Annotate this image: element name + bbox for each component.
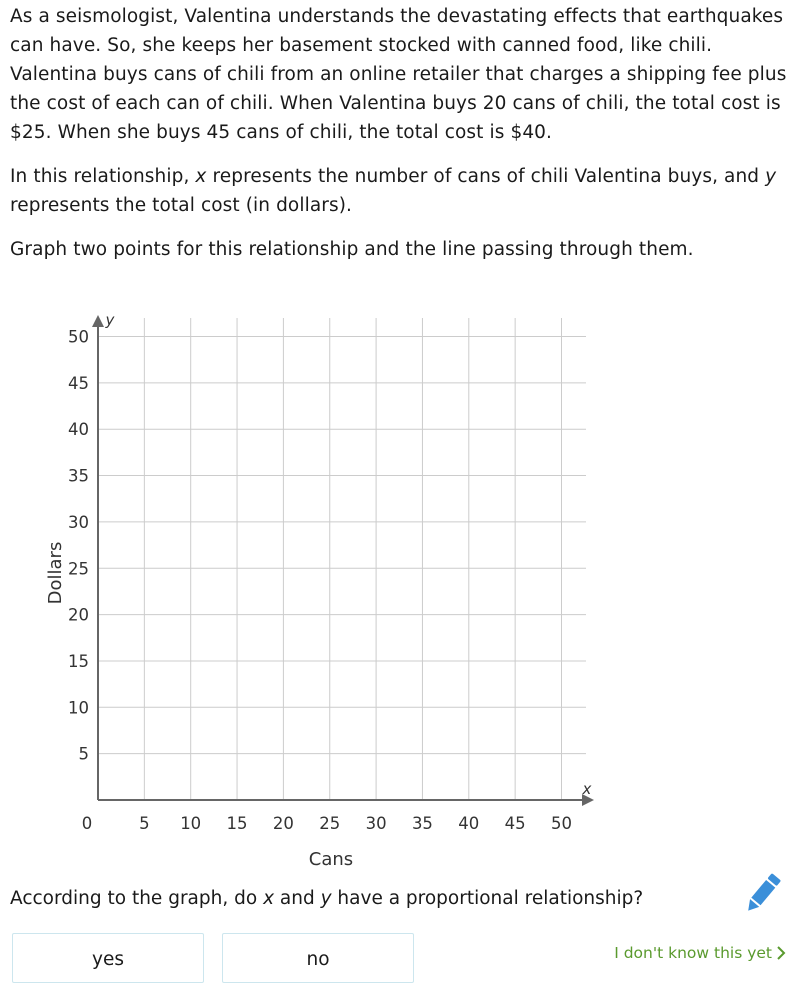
chevron-right-icon	[776, 945, 786, 961]
question-part-1: According to the graph, do	[10, 888, 264, 909]
x-tick-30: 30	[365, 814, 387, 833]
y-tick-45: 45	[68, 373, 89, 393]
instruction: Graph two points for this relationship and the line passing through them.	[10, 239, 694, 260]
y-tick-5: 5	[78, 744, 89, 764]
y-axis-variable: y	[105, 311, 115, 329]
x-tick-10: 10	[180, 814, 202, 833]
x-tick-15: 15	[226, 814, 248, 833]
x-tick-20: 20	[272, 814, 294, 833]
origin-label: 0	[81, 814, 93, 833]
y-tick-30: 30	[68, 512, 89, 532]
x-tick-45: 45	[504, 814, 526, 833]
y-tick-50: 50	[68, 327, 89, 347]
coordinate-graph[interactable]	[0, 305, 620, 875]
question-part-2: and	[274, 888, 321, 909]
x-tick-5: 5	[139, 814, 150, 833]
var-def-part-1: In this relationship,	[10, 166, 196, 187]
var-def-part-3: represents the total cost (in dollars).	[10, 195, 352, 216]
x-tick-50: 50	[551, 814, 572, 833]
problem-text	[10, 2, 795, 264]
question-text	[10, 888, 643, 909]
x-tick-labels	[139, 814, 572, 833]
vertical-grid-lines	[144, 318, 561, 800]
x-axis-variable: x	[582, 780, 592, 798]
x-tick-35: 35	[411, 814, 433, 833]
horizontal-grid-lines	[98, 337, 586, 754]
y-tick-10: 10	[68, 698, 89, 718]
yes-button[interactable]: yes	[12, 933, 204, 983]
y-tick-20: 20	[68, 605, 89, 625]
y-tick-15: 15	[68, 651, 89, 671]
x-tick-40: 40	[458, 814, 480, 833]
no-button[interactable]: no	[222, 933, 414, 983]
question-part-3: have a proportional relationship?	[331, 888, 644, 909]
pencil-icon[interactable]	[738, 868, 788, 922]
x-tick-25: 25	[319, 814, 341, 833]
y-axis-arrow-icon	[92, 315, 104, 327]
variable-definition	[10, 162, 795, 220]
var-y: y	[765, 166, 777, 187]
y-tick-40: 40	[68, 420, 89, 440]
y-tick-25: 25	[68, 559, 89, 579]
x-axis-label: Cans	[308, 849, 354, 870]
y-axis-label: Dollars	[45, 541, 66, 605]
var-x: x	[195, 166, 207, 187]
idk-link[interactable]	[614, 944, 786, 962]
var-def-part-2: represents the number of cans of chili Valentina buys, and	[206, 166, 766, 187]
question-var-y: y	[320, 888, 332, 909]
problem-paragraph: As a seismologist, Valentina understands the devastating effects that earthquakes can have. So, she keeps her basement stocked with canned food, like chili. Valentina buys cans of chili from an online retailer that charges a shipping fee plus the cost of each can of chili. When Valentina buys 20 cans of chili, the total cost is $25. When she buys 45 cans of chili, the total cost is $40.	[10, 6, 787, 143]
y-tick-35: 35	[68, 466, 89, 486]
idk-label: I don't know this yet	[614, 944, 772, 962]
y-tick-labels	[68, 328, 89, 764]
question-var-x: x	[263, 888, 275, 909]
